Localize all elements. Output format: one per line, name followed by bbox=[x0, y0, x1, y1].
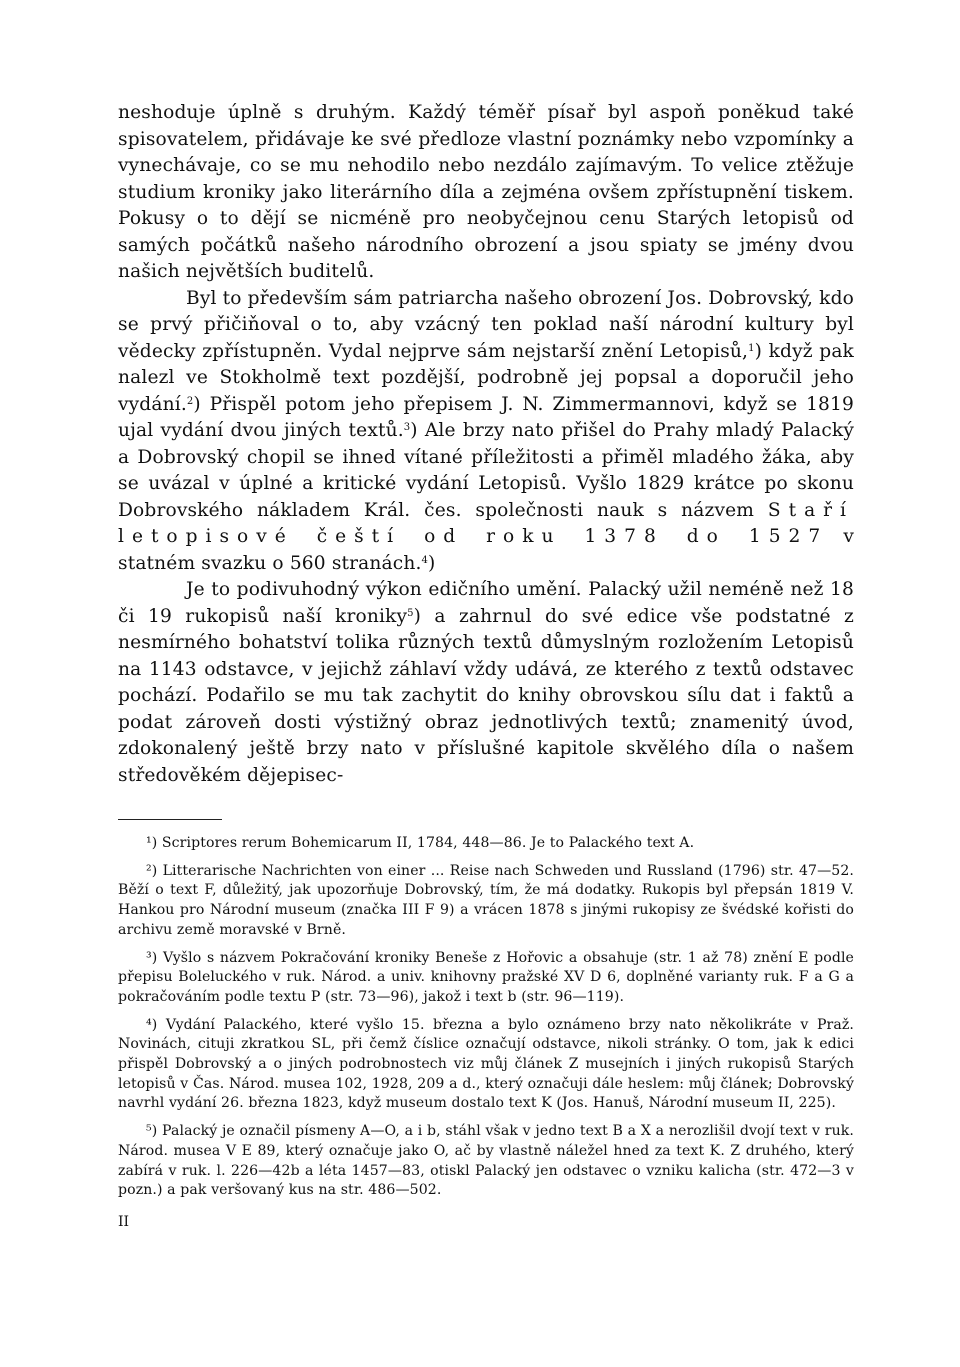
page-number: II bbox=[118, 1214, 130, 1230]
footnotes bbox=[118, 834, 854, 1201]
footnote-5: ⁵) Palacký je označil písmeny A—O, a i b, stáhl však v jedno text B a X a nerozlišil dvojí text v ruk. Národ. musea V E 89, který označuje jako O, ač by vlastně náležel hned za text K. Z druhého, který zabírá v ruk. l. 226—42b a léta 1457—83, otiskl Palacký jen odstavec o vzniku kalicha (str. 472—3 v pozn.) a pak veršovaný kus na str. 486—502. bbox=[118, 1123, 854, 1199]
main-text bbox=[118, 100, 854, 789]
footnote-ref-4: 4 bbox=[421, 554, 429, 566]
footnote-ref-1: 1 bbox=[748, 342, 755, 354]
footnote-ref-2: 2 bbox=[186, 395, 194, 407]
book-title-spaced: Staří letopisové čeští od roku 1378 do 1527 bbox=[118, 499, 854, 547]
paragraph-3: Je to podivuhodný výkon edičního umění. Palacký užil neméně než 18 či 19 rukopisů naší kroniky$^5$) a zahrnul do své edice vše podstatné z nesmírného bohatství tolika různých textů důmyslným rozložením Letopisů na 1143 odstavce, v jejichž záhlaví vždy udává, ze kterého z textů odstavec pochází. Podařilo se mu tak zachytit do knihy obrovskou sílu dat i faktů a podat zároveň dosti výstižný obraz jednotlivých textů; znamenitý úvod, zdokonalený ještě brzy nato v příslušné kapitole skvělého díla o našem středověkém dějepisec- bbox=[118, 579, 854, 786]
footnote-1: ¹) Scriptores rerum Bohemicarum II, 1784, 448—86. Je to Palackého text A. bbox=[146, 835, 695, 851]
footnote-ref-3: 3 bbox=[403, 422, 411, 433]
paragraph-2: Byl to především sám patriarcha našeho obrození Jos. Dobrovský, kdo se prvý přičiňoval o to, aby vzácný ten poklad naší národní kultury byl vědecky zpřístupněn. Vydal nejprve sám nejstarší znění Letopisů,$^1$) když pak nalezl ve Stokholmě text pozdější, podrobně jej popsal a doporučil jeho vydání.$^2$) Přispěl potom jeho přepisem J. N. Zimmermannovi, když se 1819 ujal vydání dvou jiných textů.$^3$) Ale brzy nato přišel do Prahy mladý Palacký a Dobrovský chopil se ihned vítané příležitosti a přiměl mladého žáka, aby se uvázal v úplné a kritické vydání Letopisů. Vyšlo 1829 krátce po skonu Dobrovského nákladem Král. čes. společnosti nauk s názvem Staří letopisové čeští od roku 1378 do 1527 v statném svazku o 560 stranách.$^4$) bbox=[118, 287, 855, 574]
footnote-ref-5: 5 bbox=[407, 607, 414, 619]
page-text bbox=[118, 100, 854, 1201]
paragraph-1: neshoduje úplně s druhým. Každý téměř písař byl aspoň poněkud také spisovatelem, přidávaje ke své předloze vlastní poznámky nebo vzpomínky a vynechávaje, co se mu nehodilo nebo nezdálo zajímavým. To velice ztěžuje studium kroniky jako literárního díla a zejména ovšem zpřístupnění tiskem. Pokusy o to dějí se nicméně pro neobyčejnou cenu Starých letopisů od samých počátků našeho národního obrození a jsou spiaty se jmény dvou našich největších buditelů. bbox=[118, 102, 854, 282]
footnote-2: ²) Litterarische Nachrichten von einer ... Reise nach Schweden und Russland (1796) str. 47—52. Běží o text F, důležitý, jak upozorňuje Dobrovský, tím, že má dodatky. Rukopis byl přepsán 1819 V. Hankou pro Národní museum (značka III F 9) a vrácen 1878 s jinými rukopisy ze švédské kořisti do archivu země moravské v Brně. bbox=[118, 862, 854, 938]
footnote-4: ⁴) Vydání Palackého, které vyšlo 15. března a bylo oznámeno brzy nato několikráte v Praž. Novinách, cituji zkratkou SL, při čemž číslice označují odstavce, nikoli stránky. O tom, jak k edici přispěl Dobrovský a o jiných podrobnostech viz můj článek Z musejních i jiných rukopisů Starých letopisů v Čas. Národ. musea 102, 1928, 209 a d., který označuji dále heslem: můj článek; Dobrovský navrhl vydání 26. března 1823, když museum dostalo text K (Jos. Hanuš, Národní museum II, 225). bbox=[118, 1016, 854, 1112]
footnote-divider bbox=[118, 819, 222, 820]
footnote-3: ³) Vyšlo s názvem Pokračování kroniky Beneše z Hořovic a obsahuje (str. 1 až 78) znění E podle přepisu Boleluckého v ruk. Národ. a univ. knihovny pražské XV D 6, doplněné varianty ruk. F a G a pokračováním podle textu P (str. 73—96), jakož i text b (str. 96—119). bbox=[118, 949, 854, 1005]
